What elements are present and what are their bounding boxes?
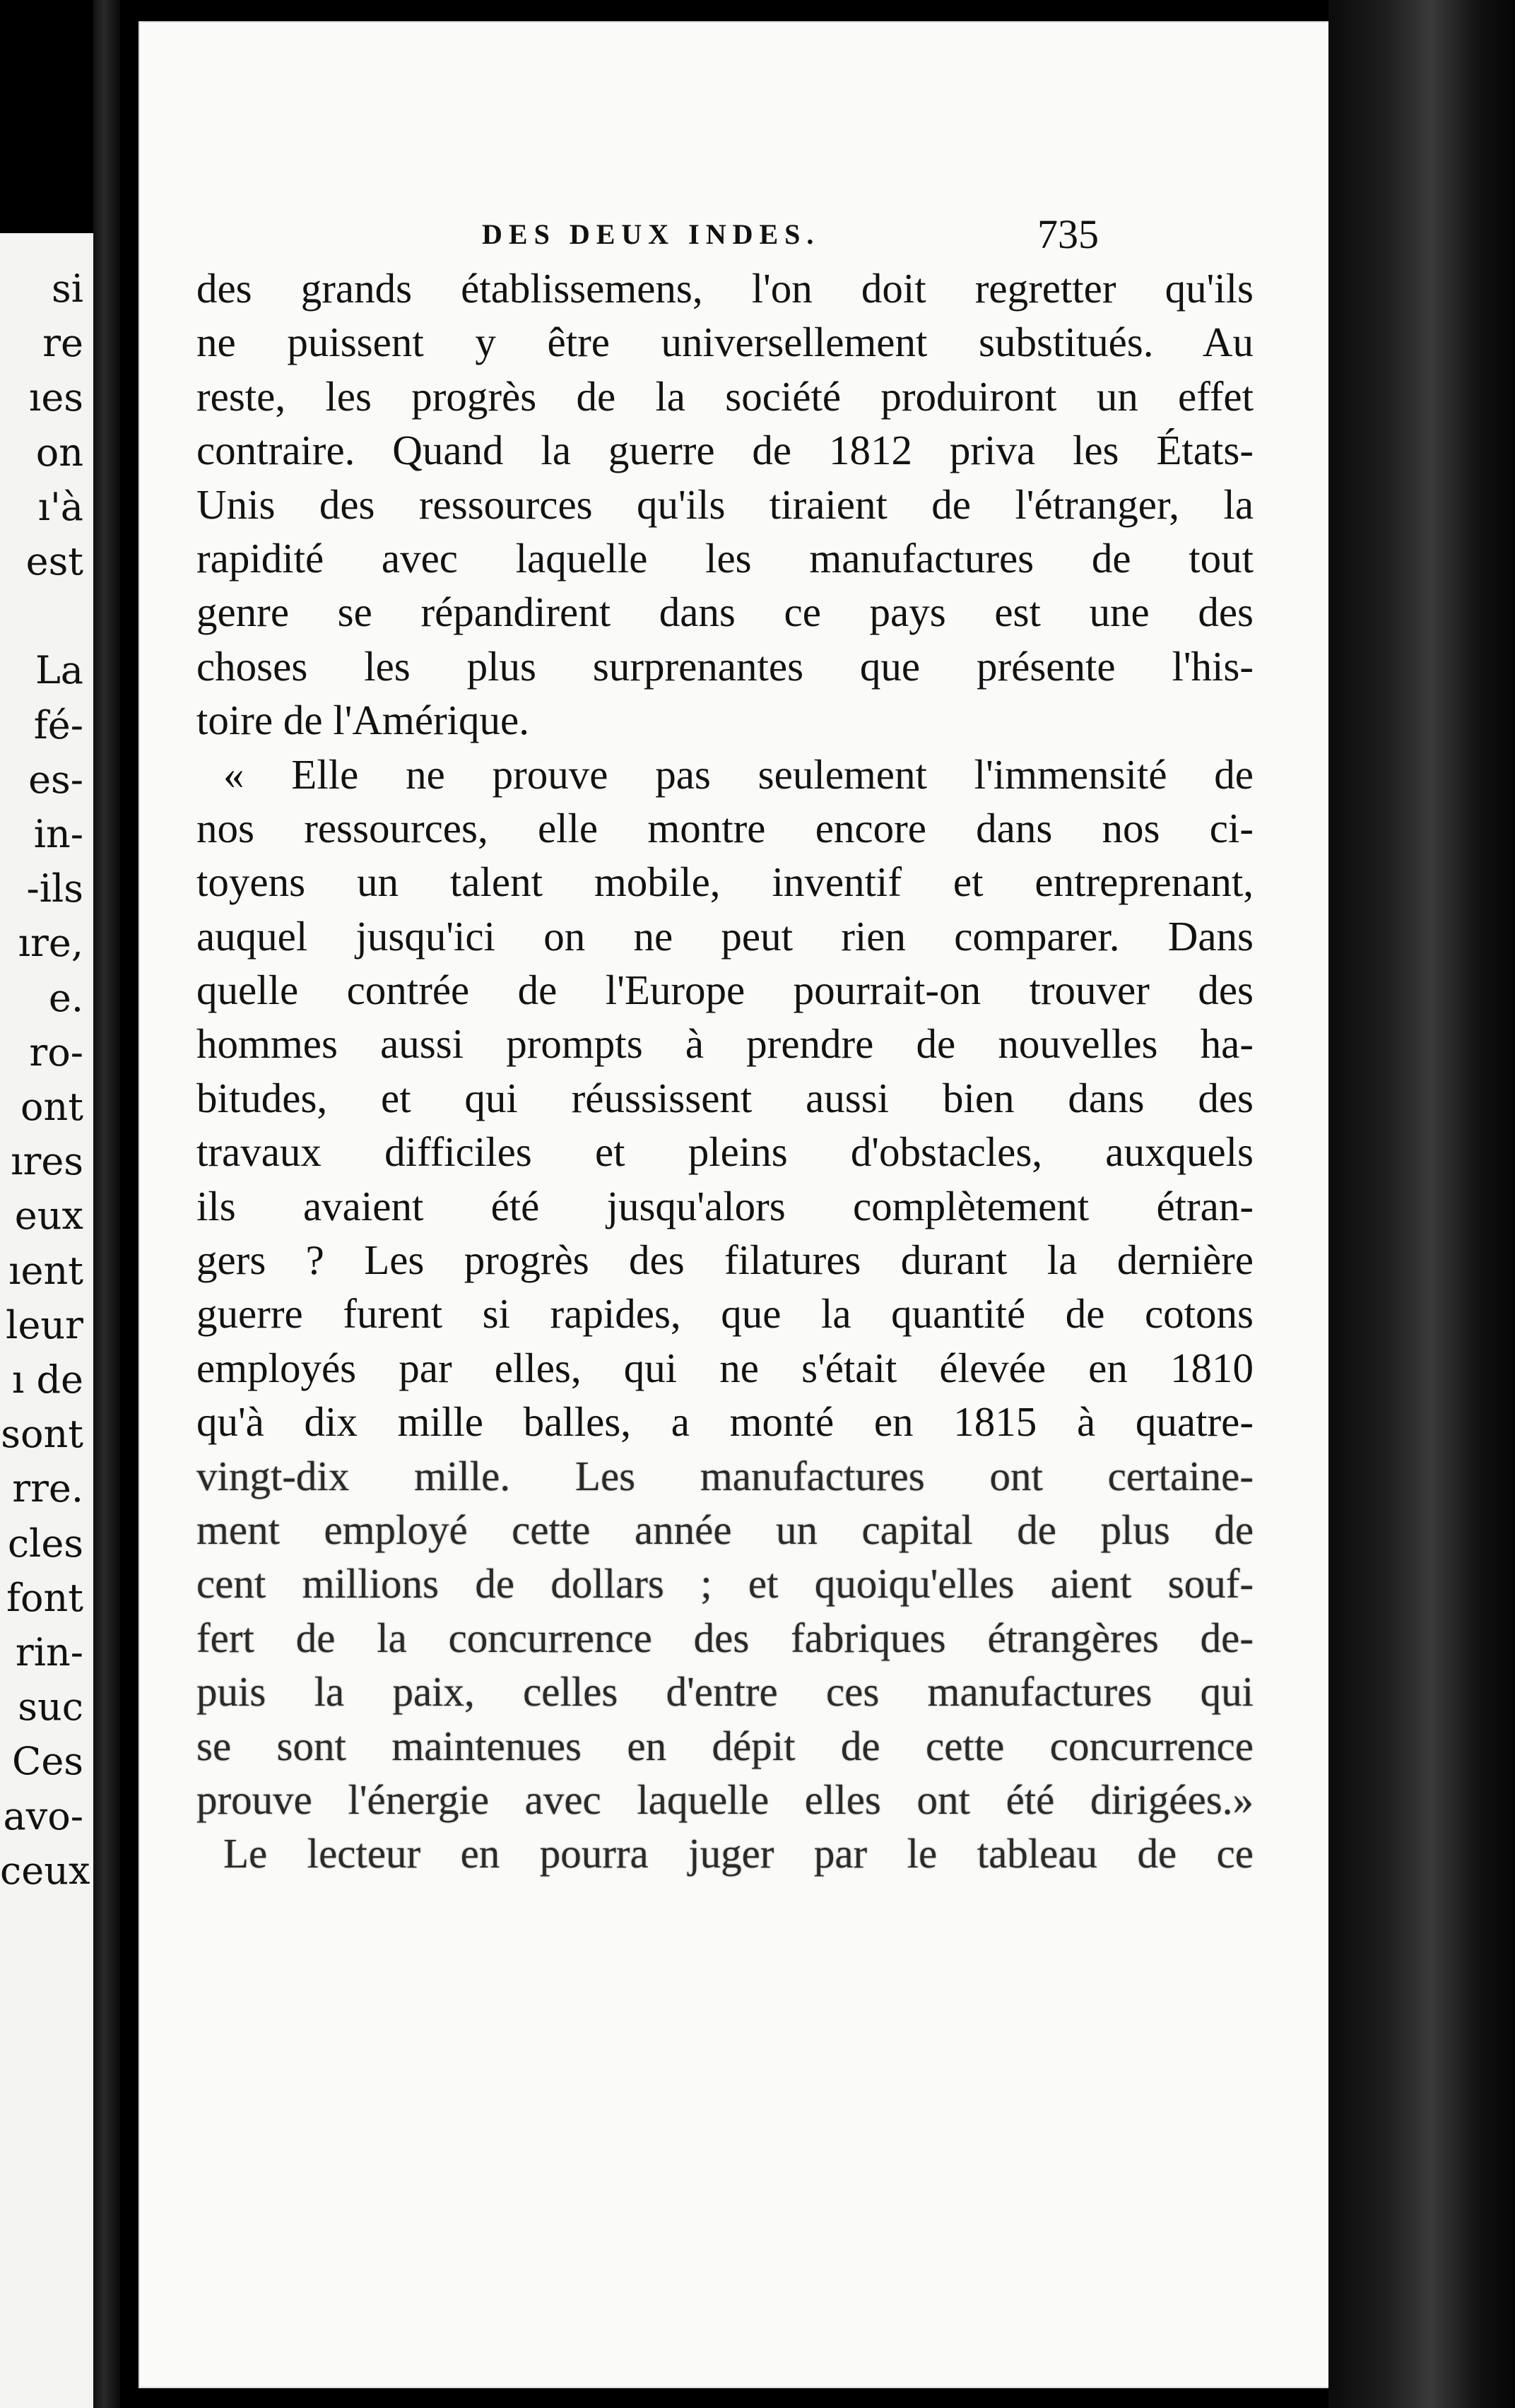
left-page-fragment: rin- (15, 1630, 83, 1675)
text-line: guerre furent si rapides, que la quantité de cotons (196, 1290, 1254, 1338)
left-page-fragment: ro- (29, 1029, 83, 1075)
left-page-fragment: font (6, 1575, 83, 1620)
left-page-fragment: est (25, 539, 83, 584)
text-line: vingt-dix mille. Les manufactures ont certaine- (196, 1452, 1254, 1499)
text-line: cent millions de dollars ; et quoiqu'elles aient souf- (196, 1560, 1254, 1607)
text-line: bitudes, et qui réussissent aussi bien dans des (196, 1074, 1254, 1121)
text-line: toyens un talent mobile, inventif et entreprenant, (196, 858, 1254, 906)
left-page-fragment: -ils (26, 866, 83, 911)
left-page-fragment: si (52, 266, 83, 311)
left-page-text-fragments (0, 261, 93, 1898)
left-page-fragment: e. (48, 975, 83, 1020)
page-edges (1328, 0, 1515, 2408)
left-page-fragment: fé- (33, 702, 83, 748)
left-page-fragment: ıes (29, 375, 83, 420)
left-page-fragment: eux (14, 1193, 83, 1239)
text-line: toire de l'Amérique. (196, 697, 529, 744)
page-header (138, 211, 1350, 267)
text-line: « Elle ne prouve pas seulement l'immensité de (223, 750, 1254, 798)
text-line: Unis des ressources qu'ils tiraient de l'étranger, la (196, 480, 1254, 528)
book-page (138, 21, 1350, 2388)
book-gutter (93, 0, 120, 2408)
text-line: prouve l'énergie avec laquelle elles ont été dirigées.» (196, 1776, 1254, 1823)
text-line: puis la paix, celles d'entre ces manufactures qui (196, 1668, 1254, 1716)
left-page-fragment: La (35, 648, 83, 693)
text-line: travaux difficiles et pleins d'obstacles, auxquels (196, 1128, 1254, 1176)
text-line: fert de la concurrence des fabriques étrangères de- (196, 1614, 1254, 1661)
text-line: nos ressources, elle montre encore dans nos ci- (196, 804, 1254, 851)
text-line: quelle contrée de l'Europe pourrait-on trouver des (196, 967, 1254, 1014)
text-line: se sont maintenues en dépit de cette concurrence (196, 1722, 1254, 1769)
left-page-fragment: es- (28, 757, 83, 802)
left-page-fragment (0, 589, 93, 643)
left-page-fragment: avo- (3, 1793, 83, 1839)
left-page-fragment: suc (18, 1684, 83, 1730)
text-line: reste, les progrès de la société produiront un effet (196, 372, 1254, 420)
left-page-fragment: ıre, (18, 921, 83, 966)
text-line: Le lecteur en pourra juger par le tableau de ce (223, 1830, 1254, 1877)
left-page-fragment: in- (33, 812, 83, 857)
text-line: des grands établissemens, l'on doit regretter qu'ils (196, 265, 1254, 312)
text-line: ment employé cette année un capital de plus de (196, 1506, 1254, 1553)
text-line: gers ? Les progrès des filatures durant la dernière (196, 1237, 1254, 1284)
left-page-fragment: leur (6, 1302, 83, 1347)
left-page-fragment: sont (1, 1412, 83, 1457)
left-page-fragment: ıent (8, 1248, 83, 1293)
left-page-fragment: re (42, 321, 83, 366)
left-page-fragment: ı de (12, 1357, 83, 1403)
left-page-fragment: cles (7, 1521, 83, 1566)
text-line: qu'à dix mille balles, a monté en 1815 à quatre- (196, 1398, 1254, 1446)
left-page-fragment: on (35, 430, 83, 475)
left-page-fragment: ceux (0, 1848, 90, 1893)
page-number: 735 (1037, 211, 1099, 257)
left-page-fragment: rre. (12, 1466, 83, 1511)
text-line: contraire. Quand la guerre de 1812 priva les États- (196, 427, 1254, 474)
left-page-fragment: ı'à (37, 484, 83, 529)
text-line: employés par elles, qui ne s'était élevée en 1810 (196, 1344, 1254, 1391)
text-line: rapidité avec laquelle les manufactures de tout (196, 534, 1254, 582)
left-page-fragment: Ces (12, 1739, 83, 1784)
text-line: choses les plus surprenantes que présente l'his- (196, 642, 1254, 690)
left-page-fragment: ont (20, 1085, 83, 1130)
left-page-fragment: ıres (11, 1139, 83, 1184)
text-line: ils avaient été jusqu'alors complètement étran- (196, 1182, 1254, 1229)
text-line: auquel jusqu'ici on ne peut rien comparer. Dans (196, 912, 1254, 960)
body-text (196, 261, 1254, 1881)
text-line: genre se répandirent dans ce pays est une des (196, 589, 1254, 636)
running-head: DES DEUX INDES. (482, 218, 820, 250)
text-line: ne puissent y être universellement substitués. Au (196, 319, 1254, 366)
text-line: hommes aussi prompts à prendre de nouvelles ha- (196, 1020, 1254, 1068)
